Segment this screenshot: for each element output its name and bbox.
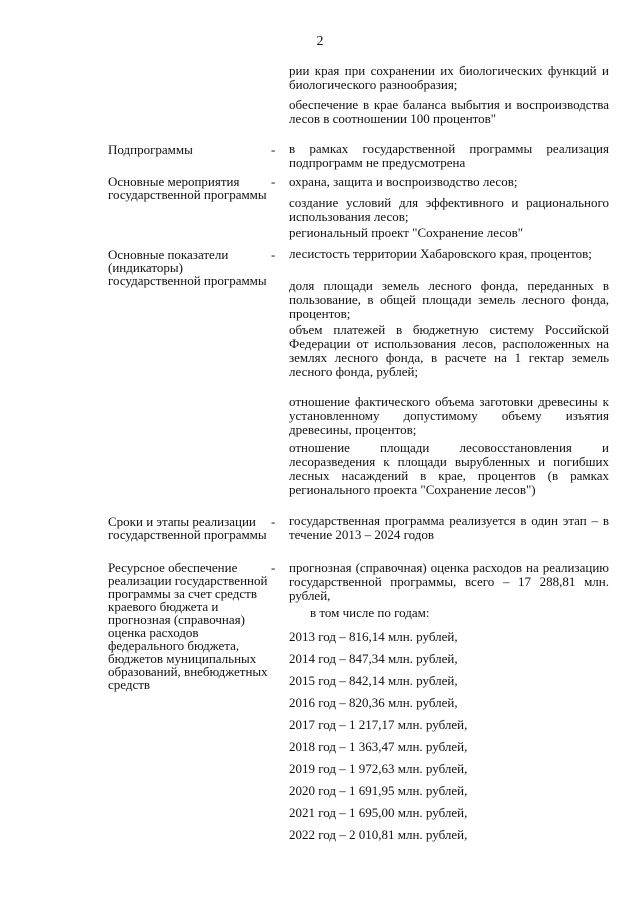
year-amount: 2021 год – 1 695,00 млн. рублей, — [289, 805, 468, 820]
measure-item: охрана, защита и воспроизводство лесов; — [289, 174, 518, 189]
label-terms: Сроки и этапы реализации государственной программы — [108, 514, 267, 542]
goal-text-continuation: рии края при сохранении их биологических функций и биологического разнообразия; — [289, 63, 609, 92]
page-number: 2 — [316, 34, 324, 49]
indicator-item: доля площади земель лесного фонда, переданных в пользование, в общей площади земель лесного фонда, процентов; — [289, 278, 609, 321]
year-amount: 2013 год – 816,14 млн. рублей, — [289, 629, 458, 644]
year-amount: 2017 год – 1 217,17 млн. рублей, — [289, 717, 468, 732]
dash-subprograms: - — [271, 142, 276, 157]
value-subprograms: в рамках государственной программы реализация подпрограмм не предусмотрена — [289, 141, 609, 170]
value-terms: государственная программа реализуется в один этап – в течение 2013 – 2024 годов — [289, 513, 609, 542]
indicator-item: лесистость территории Хабаровского края, процентов; — [289, 246, 592, 261]
dash-indicators: - — [271, 247, 276, 262]
resources-by-years: в том числе по годам: — [310, 605, 430, 620]
year-amount: 2016 год – 820,36 млн. рублей, — [289, 695, 458, 710]
year-amount: 2018 год – 1 363,47 млн. рублей, — [289, 739, 468, 754]
dash-terms: - — [271, 514, 276, 529]
dash-resources: - — [271, 560, 276, 575]
indicator-item: объем платежей в бюджетную систему Российской Федерации от использования лесов, расположенных на землях лесного фонда, в расчете на 1 гектар земель лесного фонда, рублей; — [289, 322, 609, 379]
year-amount: 2022 год – 2 010,81 млн. рублей, — [289, 827, 468, 842]
year-amount: 2015 год – 842,14 млн. рублей, — [289, 673, 458, 688]
label-resources: Ресурсное обеспечение реализации государственной программы за счет средств краевого бюджета и прогнозная (справочная) оценка расходов федерального бюджета, бюджетов муниципальных образований, внебюджетных средств — [108, 560, 268, 692]
label-subprograms: Подпрограммы — [108, 142, 193, 157]
measure-item: региональный проект "Сохранение лесов" — [289, 225, 524, 240]
indicator-item: отношение фактического объема заготовки древесины к установленному допустимому объему изъятия древесины, процентов; — [289, 394, 609, 437]
indicator-item: отношение площади лесовосстановления и лесоразведения к площади вырубленных и погибших лесных насаждений в крае, процентов (в рамках регионального проекта "Сохранение лесов") — [289, 440, 609, 497]
dash-measures: - — [271, 174, 276, 189]
measure-item: создание условий для эффективного и рационального использования лесов; — [289, 195, 609, 224]
year-amount: 2014 год – 847,34 млн. рублей, — [289, 651, 458, 666]
year-amount: 2019 год – 1 972,63 млн. рублей, — [289, 761, 468, 776]
goal-text-balance: обеспечение в крае баланса выбытия и воспроизводства лесов в соотношении 100 процентов" — [289, 97, 609, 126]
label-indicators: Основные показатели (индикаторы) государственной программы — [108, 247, 267, 288]
resources-intro: прогнозная (справочная) оценка расходов на реализацию государственной программы, всего – 17 288,81 млн. рублей, — [289, 560, 609, 603]
year-amount: 2020 год – 1 691,95 млн. рублей, — [289, 783, 468, 798]
label-measures: Основные мероприятия государственной программы — [108, 174, 267, 202]
